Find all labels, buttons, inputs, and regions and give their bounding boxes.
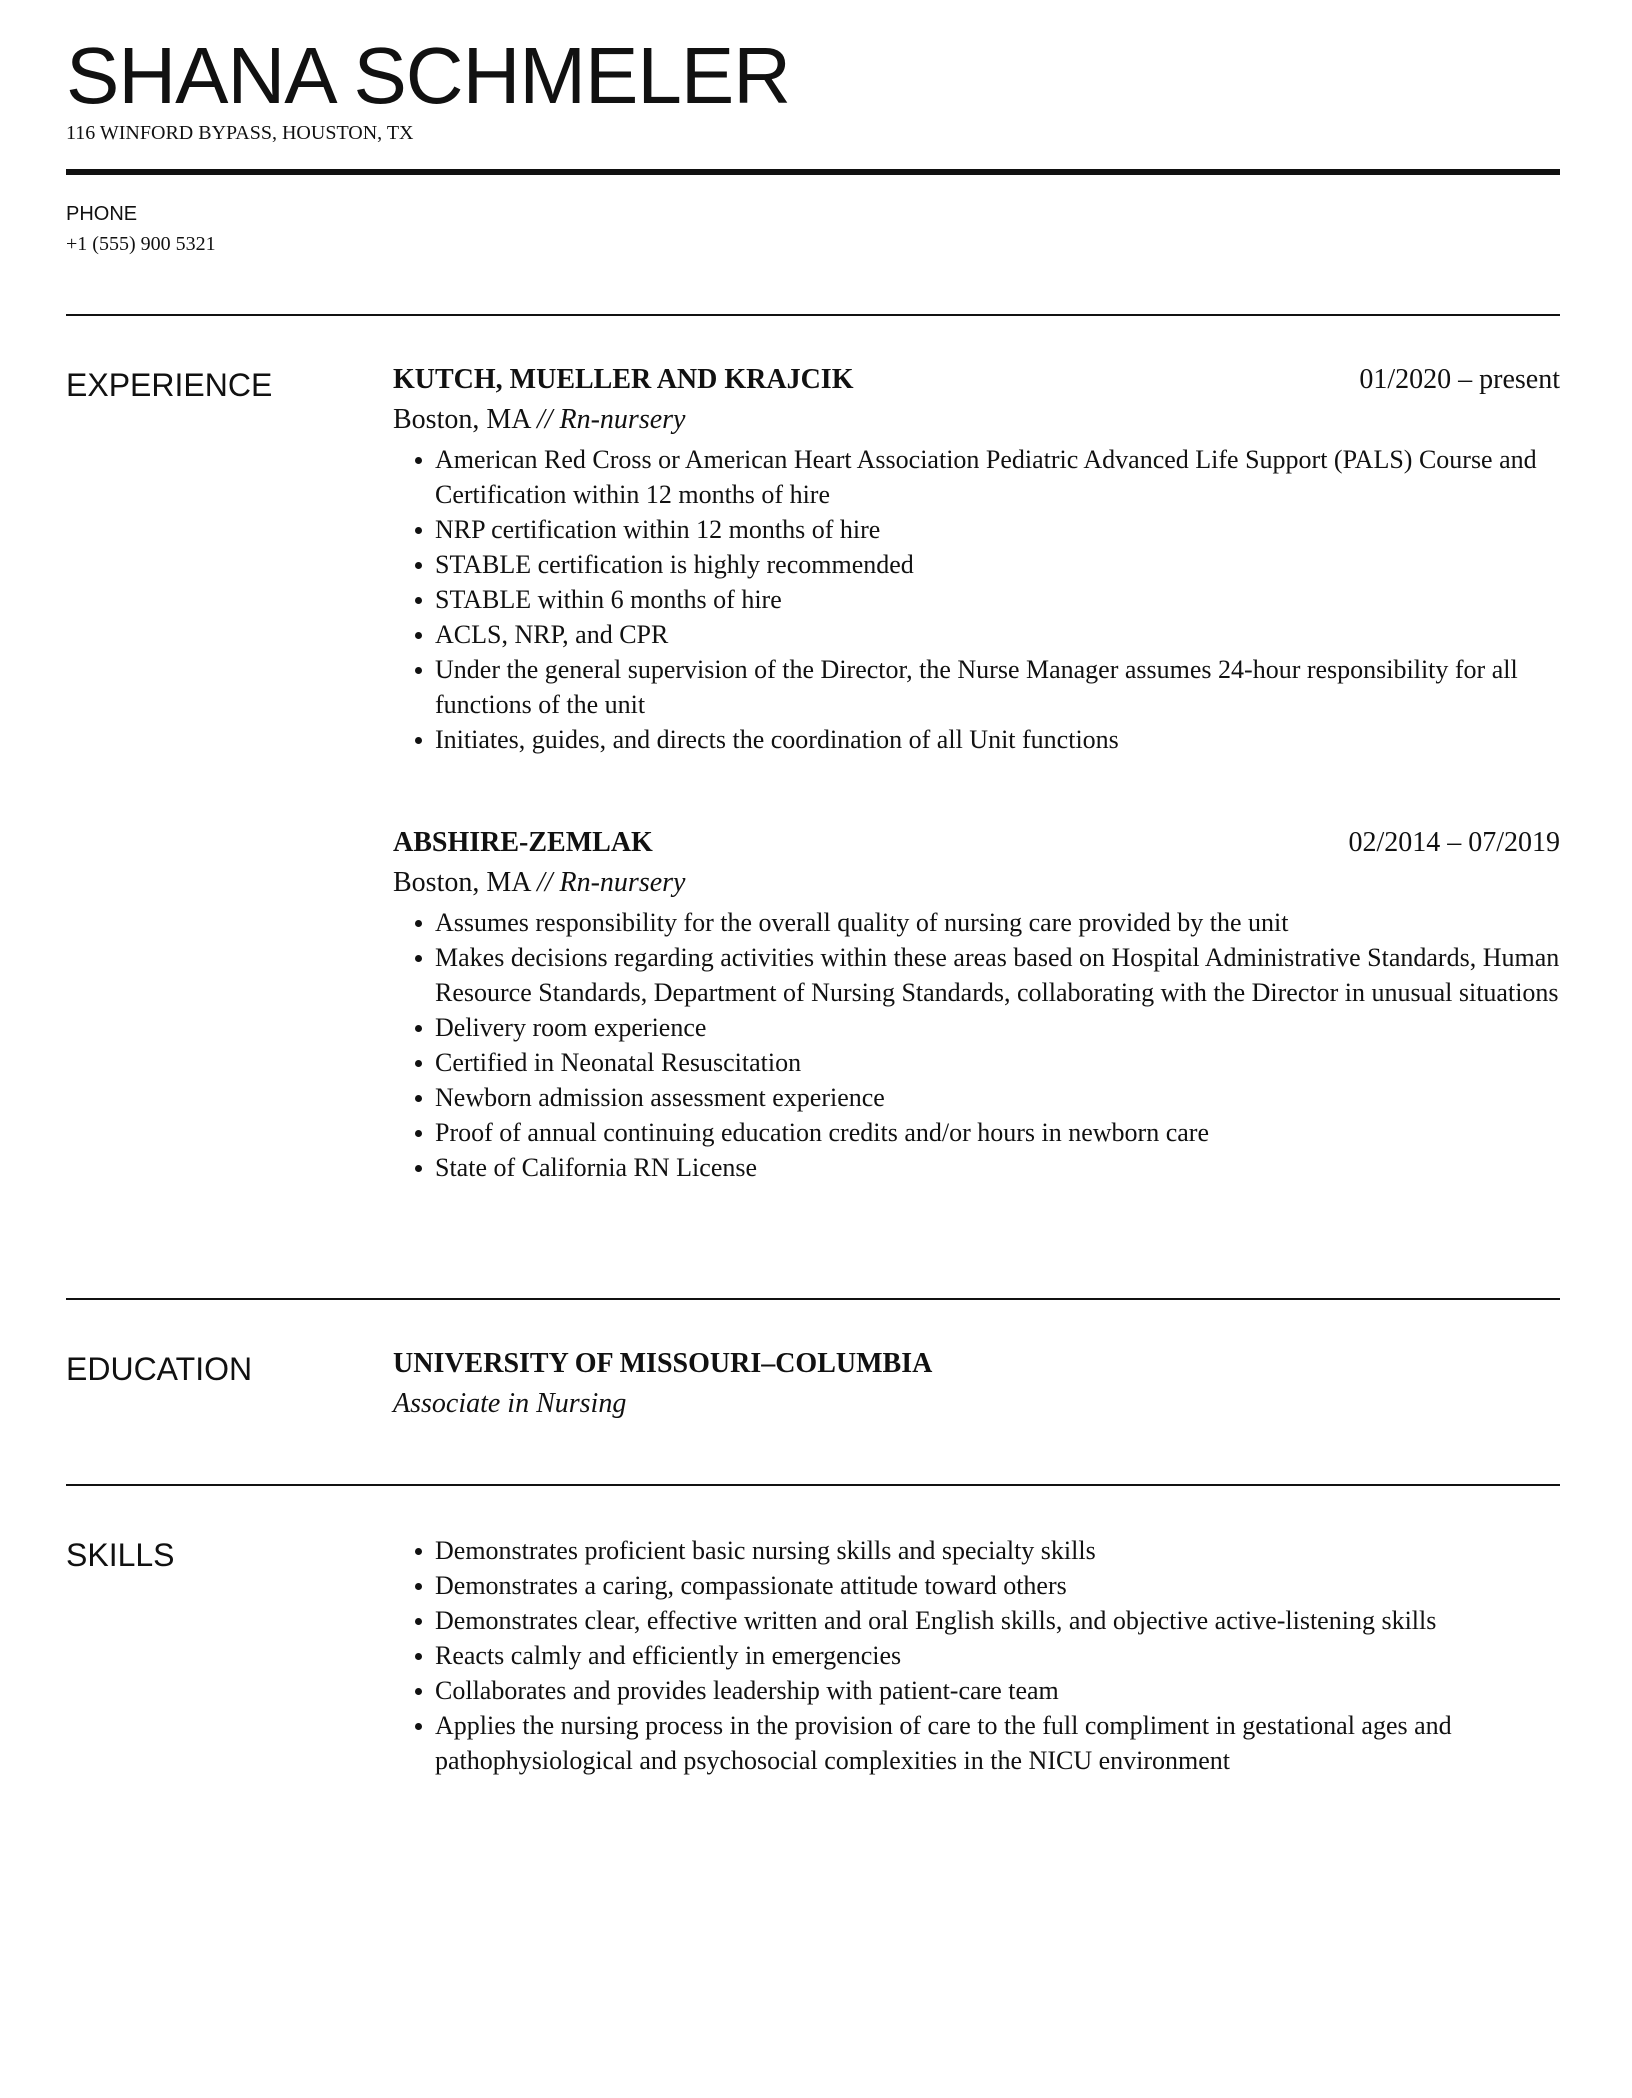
list-item: Delivery room experience [393,1010,1560,1045]
education-column [393,1346,1560,1422]
section-divider [66,314,1560,316]
list-item: Demonstrates clear, effective written and oral English skills, and objective active-listening skills [393,1603,1560,1638]
list-item: Makes decisions regarding activities within these areas based on Hospital Administrative Standards, Human Resource Standards, Department of Nursing Standards, collaborating with the Director in unusual situations [393,940,1560,1010]
list-item: Certified in Neonatal Resuscitation [393,1045,1560,1080]
list-item: STABLE within 6 months of hire [393,582,1560,617]
section-divider [66,1298,1560,1300]
list-item: STABLE certification is highly recommended [393,547,1560,582]
company-name: KUTCH, MUELLER AND KRAJCIK [393,364,854,395]
job-role: Rn-nursery [559,404,686,435]
job-bullets [393,442,1560,757]
list-item: Proof of annual continuing education credits and/or hours in newborn care [393,1115,1560,1150]
list-item: Assumes responsibility for the overall quality of nursing care provided by the unit [393,905,1560,940]
job-location: Boston, MA [393,867,530,898]
list-item: NRP certification within 12 months of hire [393,512,1560,547]
list-item: State of California RN License [393,1150,1560,1185]
list-item: Newborn admission assessment experience [393,1080,1560,1115]
job-dates: 02/2014 – 07/2019 [1348,827,1560,858]
job-header [393,362,1560,402]
phone-number: +1 (555) 900 5321 [66,233,216,255]
list-item: Collaborates and provides leadership with patient-care team [393,1673,1560,1708]
list-item: Applies the nursing process in the provision of care to the full compliment in gestational ages and pathophysiological and psychosocial complexities in the NICU environment [393,1708,1560,1778]
education-heading: EDUCATION [66,1351,253,1387]
job-meta [393,402,1560,442]
list-item: Under the general supervision of the Director, the Nurse Manager assumes 24-hour responsibility for all functions of the unit [393,652,1560,722]
company-name: ABSHIRE-ZEMLAK [393,827,653,858]
school-name: UNIVERSITY OF MISSOURI–COLUMBIA [393,1348,933,1379]
section-divider [66,1484,1560,1486]
job-meta [393,865,1560,905]
list-item: Initiates, guides, and directs the coordination of all Unit functions [393,722,1560,757]
list-item: ACLS, NRP, and CPR [393,617,1560,652]
candidate-name: SHANA SCHMELER [66,31,790,120]
skills-column [393,1533,1560,1778]
experience-heading: EXPERIENCE [66,367,273,403]
degree: Associate in Nursing [393,1388,627,1419]
skills-heading: SKILLS [66,1537,175,1573]
candidate-address: 116 WINFORD BYPASS, HOUSTON, TX [66,122,414,144]
job-location: Boston, MA [393,404,530,435]
job-entry [393,825,1560,1185]
meta-separator: // [536,867,553,898]
meta-separator: // [536,404,553,435]
job-dates: 01/2020 – present [1359,364,1560,395]
job-bullets [393,905,1560,1185]
header-divider [66,169,1560,175]
skills-list [393,1533,1560,1778]
list-item: Reacts calmly and efficiently in emergencies [393,1638,1560,1673]
job-header [393,825,1560,865]
list-item: American Red Cross or American Heart Association Pediatric Advanced Life Support (PALS) Course and Certification within 12 months of hire [393,442,1560,512]
job-role: Rn-nursery [559,867,686,898]
job-entry [393,362,1560,757]
phone-label: PHONE [66,203,138,225]
list-item: Demonstrates proficient basic nursing skills and specialty skills [393,1533,1560,1568]
list-item: Demonstrates a caring, compassionate attitude toward others [393,1568,1560,1603]
